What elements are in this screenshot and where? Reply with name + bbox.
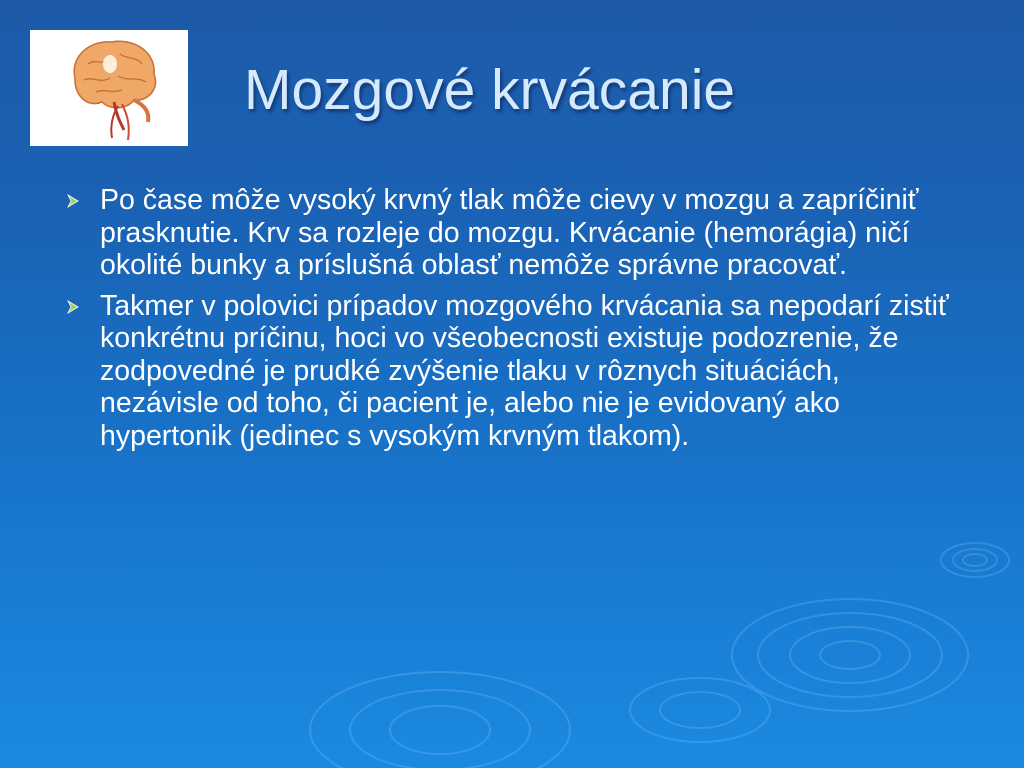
bullet-list <box>62 184 962 460</box>
arrow-bullet-icon <box>66 194 80 208</box>
bullet-item <box>62 290 962 453</box>
bullet-item <box>62 184 962 282</box>
brain-image <box>30 30 188 146</box>
bullet-text: Takmer v polovici prípadov mozgového krvácania sa nepodarí zistiť konkrétnu príčinu, hoci vo všeobecnosti existuje podozrenie, že zodpovedné je prudké zvýšenie tlaku v rôznych situáciách, nezávisle od toho, či pacient je, alebo nie je evidovaný ako hypertonik (jedinec s vysokým krvným tlakom). <box>100 289 949 452</box>
brain-icon <box>30 30 188 146</box>
arrow-bullet-icon <box>66 300 80 314</box>
slide-title: Mozgové krvácanie <box>244 58 736 122</box>
bullet-text: Po čase môže vysoký krvný tlak môže cievy v mozgu a zapríčiniť prasknutie. Krv sa rozleje do mozgu. Krvácanie (hemorágia) ničí okolité bunky a príslušná oblasť nemôže správne pracovať. <box>100 184 919 281</box>
